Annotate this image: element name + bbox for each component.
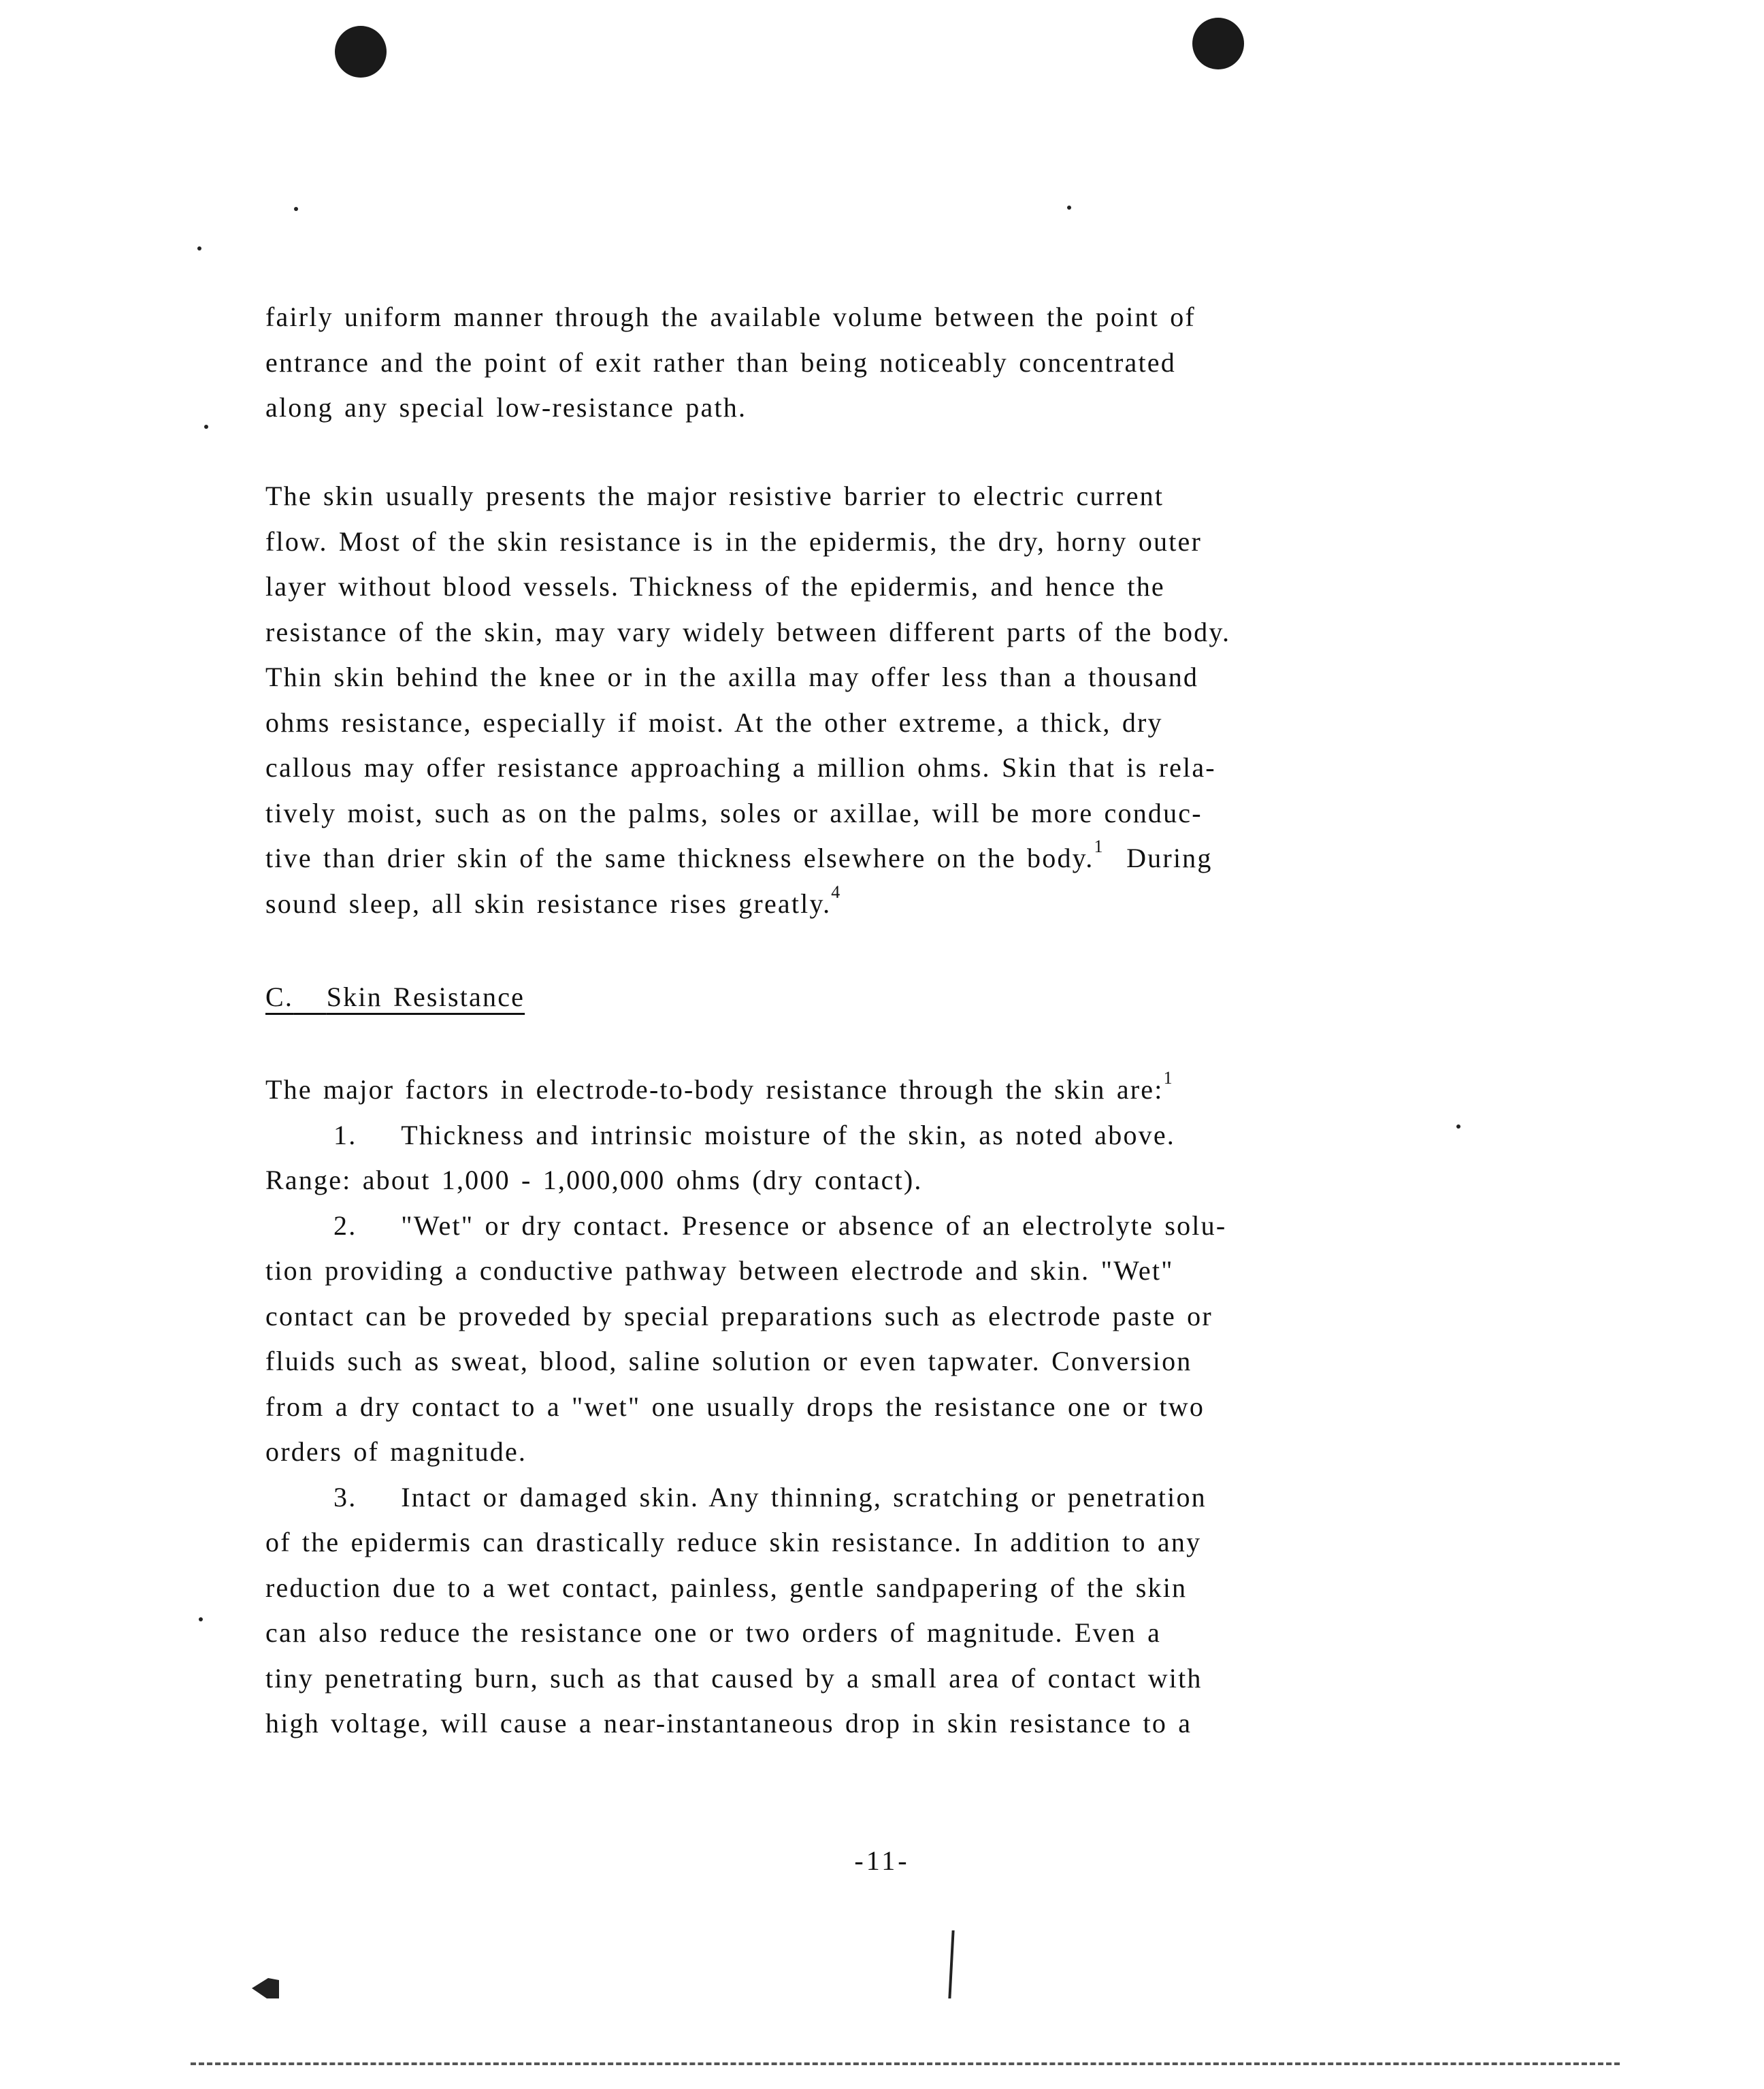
paragraph-skin-barrier <box>265 474 1484 926</box>
text-line: tion providing a conductive pathway between electrode and skin. "Wet" <box>265 1255 1174 1286</box>
text-line: from a dry contact to a "wet" one usually drops the resistance one or two <box>265 1391 1205 1422</box>
text-line: fairly uniform manner through the available volume between the point of <box>265 302 1196 332</box>
text-line: contact can be proveded by special preparations such as electrode paste or <box>265 1300 1213 1331</box>
list-item-2 <box>265 1203 1484 1249</box>
text-line: Range: about 1,000 - 1,000,000 ohms (dry contact). <box>265 1165 923 1195</box>
list-item-number: 3. <box>333 1481 357 1512</box>
footnote-ref: 1 <box>1163 1068 1174 1088</box>
text-line <box>265 836 1484 881</box>
text-line: reduction due to a wet contact, painless, gentle sandpapering of the skin <box>265 1572 1188 1603</box>
text-line: Thin skin behind the knee or in the axilla may offer less than a thousand <box>265 662 1199 692</box>
scan-edge-line <box>191 2062 1620 2065</box>
text-line: ohms resistance, especially if moist. At the other extreme, a thick, dry <box>265 707 1163 738</box>
text-line: The skin usually presents the major resistive barrier to electric current <box>265 481 1164 511</box>
text-line-body: sound sleep, all skin resistance rises greatly. <box>265 888 832 919</box>
list-item-3 <box>265 1475 1484 1521</box>
text-line-body: "Wet" or dry contact. Presence or absence of an electrolyte solu- <box>401 1210 1227 1241</box>
section-label: C. <box>265 982 294 1012</box>
text-line <box>265 881 1484 927</box>
text-line: can also reduce the resistance one or two orders of magnitude. Even a <box>265 1617 1162 1648</box>
text-line: entrance and the point of exit rather than being noticeably concentrated <box>265 346 1176 378</box>
footnote-ref: 4 <box>831 881 842 902</box>
text-line-tail: During <box>1126 843 1213 873</box>
paragraph-continuation <box>265 295 1484 431</box>
text-line: tively moist, such as on the palms, soles or axillae, will be more conduc- <box>265 797 1203 828</box>
text-line-body: tive than drier skin of the same thickness elsewhere on the body. <box>265 843 1094 873</box>
paragraph-resistance-factors <box>265 1067 1484 1747</box>
list-item-1 <box>265 1113 1484 1159</box>
scan-mark <box>948 1930 954 1998</box>
section-heading-underlined <box>265 982 525 1012</box>
text-line: resistance of the skin, may vary widely between different parts of the body. <box>265 616 1231 647</box>
punch-hole-left <box>335 26 387 78</box>
text-line-body: Thickness and intrinsic moisture of the skin, as noted above. <box>401 1119 1175 1150</box>
text-line: fluids such as sweat, blood, saline solution or even tapwater. Conversion <box>265 1346 1192 1376</box>
text-line: along any special low-resistance path. <box>265 392 747 423</box>
page-number: -11- <box>854 1845 910 1876</box>
text-line: flow. Most of the skin resistance is in the epidermis, the dry, horny outer <box>265 525 1203 557</box>
scan-speck <box>199 1617 203 1621</box>
punch-hole-right <box>1192 18 1244 69</box>
text-line <box>265 1067 1484 1113</box>
scan-speck <box>1067 206 1071 210</box>
text-line: tiny penetrating burn, such as that caused by a small area of contact with <box>265 1662 1203 1694</box>
text-line: layer without blood vessels. Thickness of the epidermis, and hence the <box>265 571 1165 602</box>
text-line: orders of magnitude. <box>265 1436 527 1467</box>
scan-speck <box>294 207 298 211</box>
footnote-ref: 1 <box>1094 837 1105 856</box>
list-item-number: 1. <box>333 1119 357 1150</box>
intro-text: The major factors in electrode-to-body resistance through the skin are: <box>265 1074 1164 1105</box>
text-line: callous may offer resistance approaching a million ohms. Skin that is rela- <box>265 752 1216 783</box>
section-title: Skin Resistance <box>326 982 525 1012</box>
scan-mark <box>252 1978 279 1998</box>
list-item-number: 2. <box>333 1210 357 1241</box>
scan-speck <box>204 425 208 429</box>
text-line: of the epidermis can drastically reduce skin resistance. In addition to any <box>265 1527 1202 1557</box>
text-line: high voltage, will cause a near-instantaneous drop in skin resistance to a <box>265 1708 1192 1738</box>
scan-speck <box>197 246 201 250</box>
text-line-body: Intact or damaged skin. Any thinning, scratching or penetration <box>401 1481 1207 1512</box>
section-heading <box>265 975 525 1020</box>
